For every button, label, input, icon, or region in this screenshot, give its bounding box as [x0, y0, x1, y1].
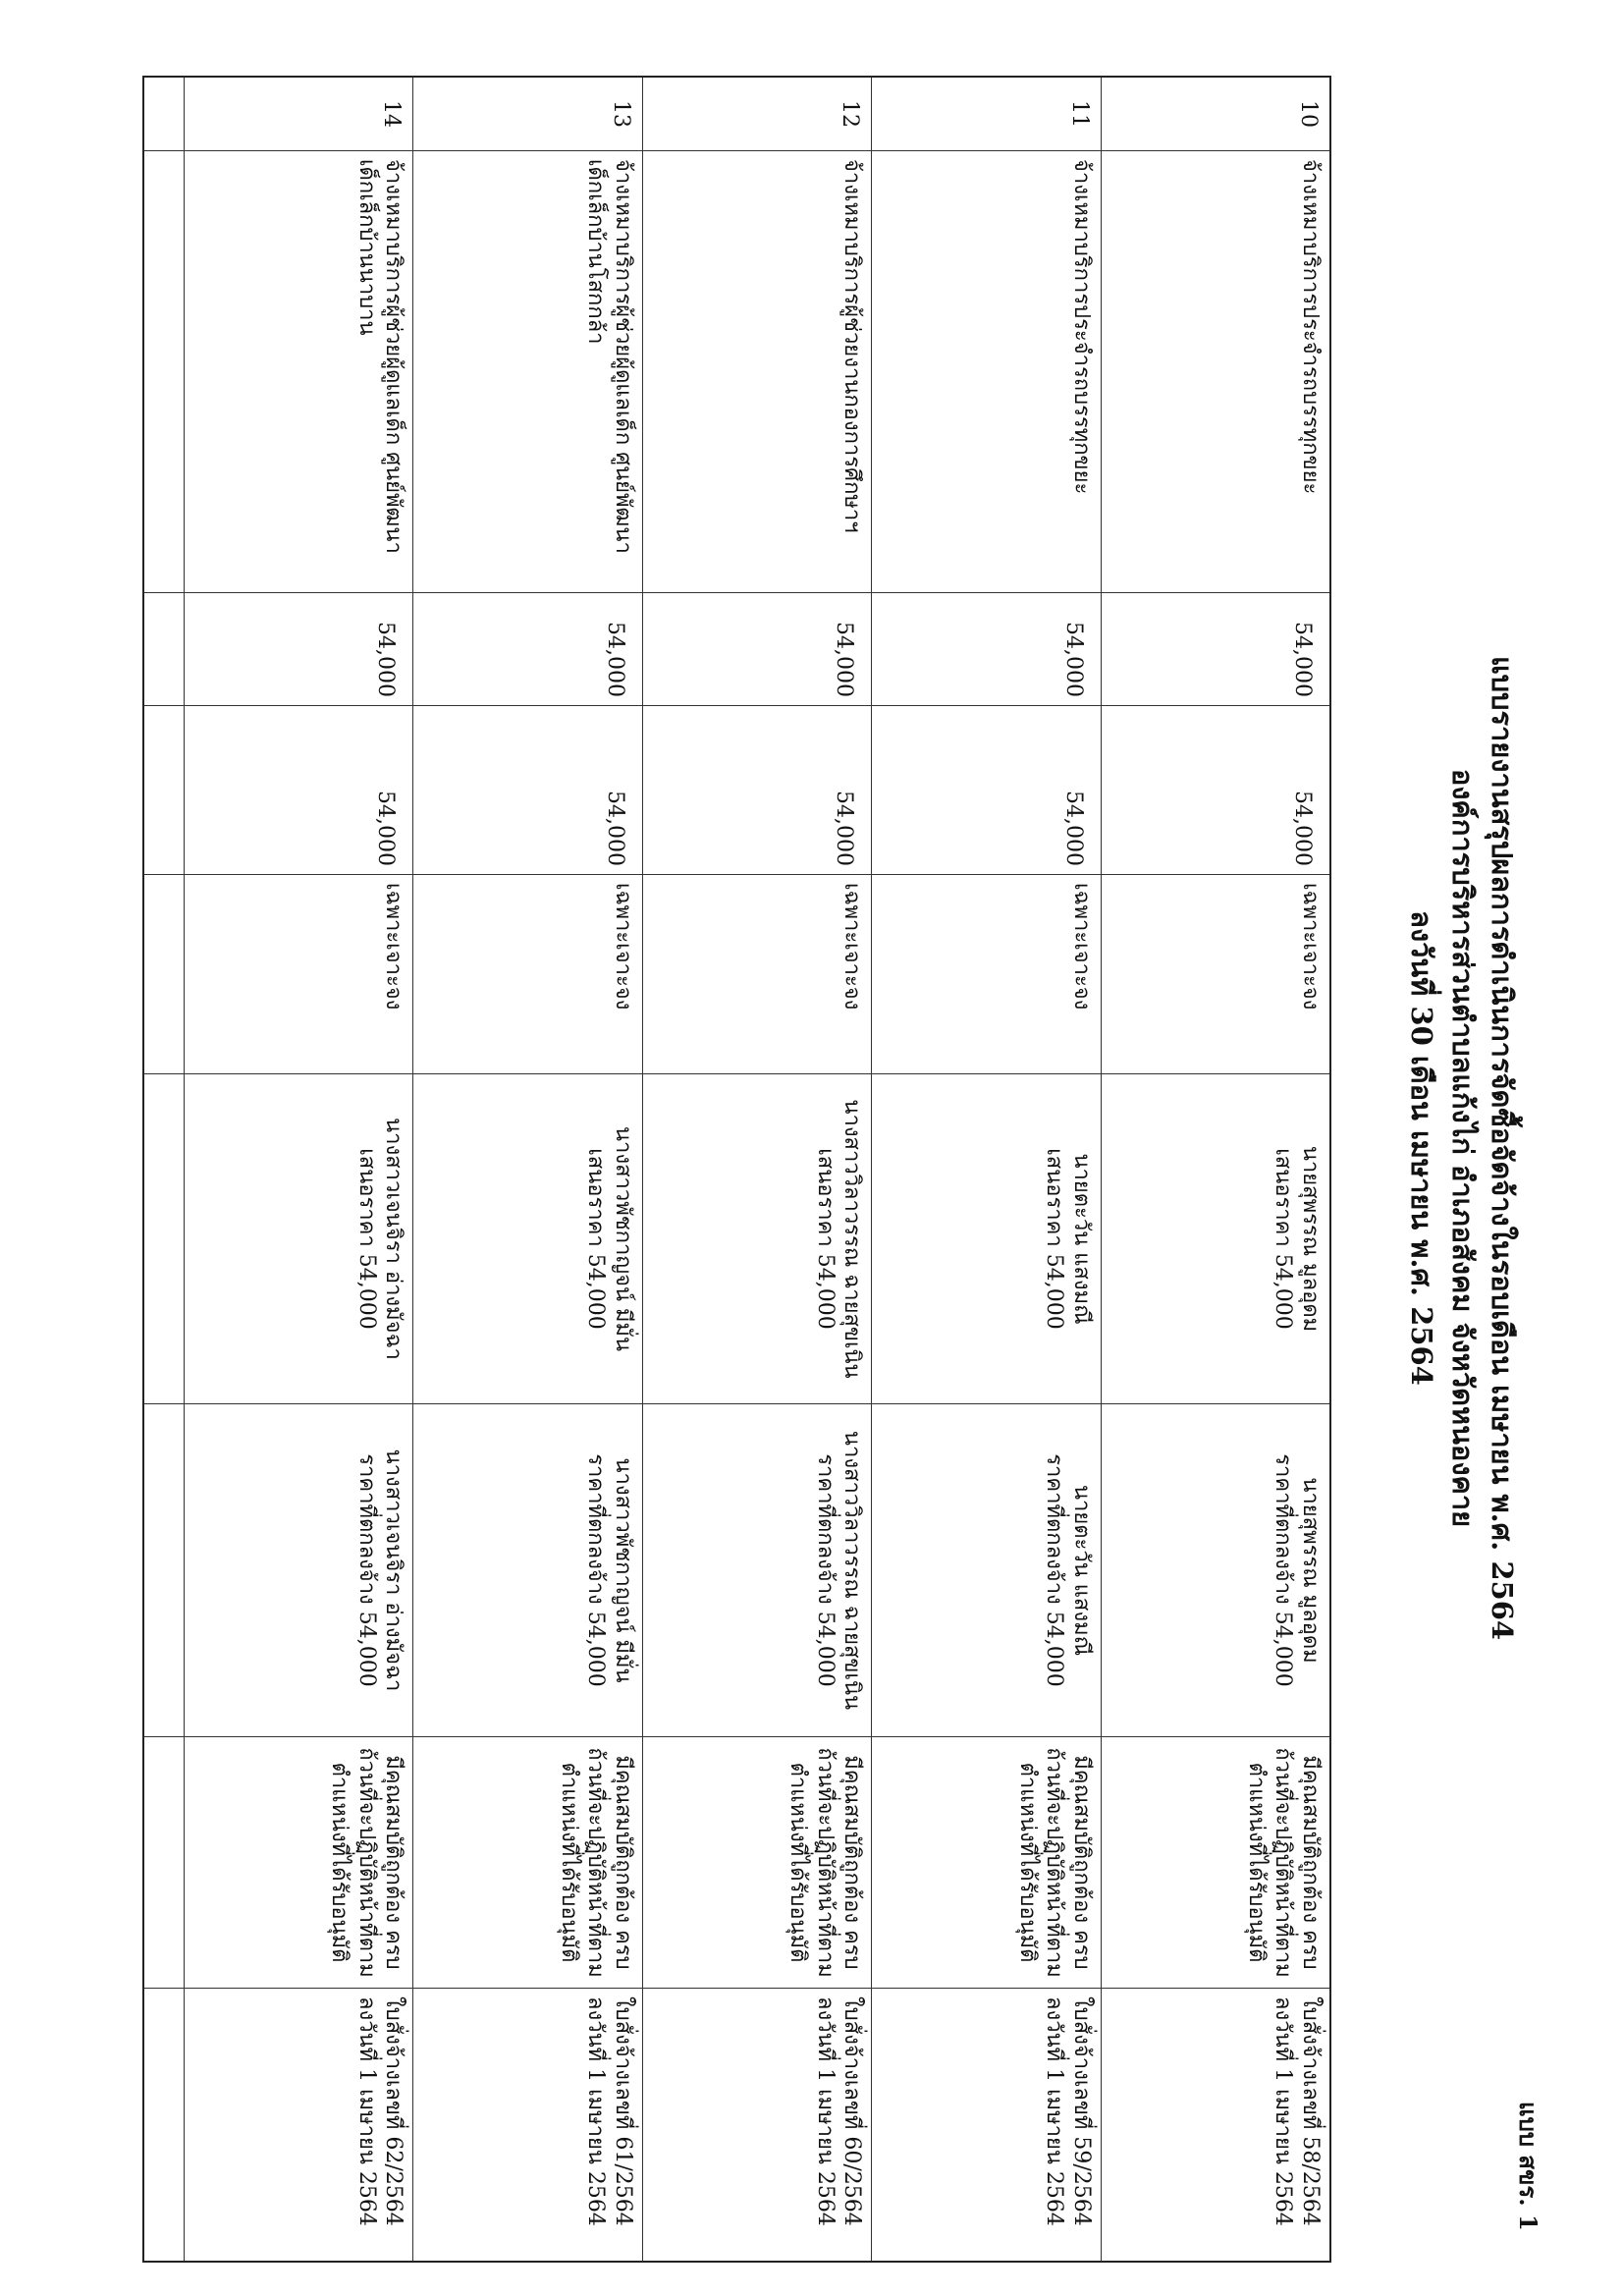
- budget-amount: 54,000: [832, 622, 857, 697]
- procurement-method: เฉพาะเจาะจง: [1068, 883, 1094, 1011]
- row-number: 10: [1296, 100, 1321, 128]
- report-date-line: ลงวันที่ 30 เดือน เมษายน พ.ศ. 2564: [1405, 910, 1438, 1386]
- median-price-cell: [642, 706, 871, 875]
- reason-cell: [412, 1737, 641, 1989]
- empty-cell: [144, 593, 184, 706]
- reason-cell: [1101, 1737, 1329, 1989]
- median-price-cell: [871, 706, 1100, 875]
- row-number-cell: [412, 78, 641, 151]
- form-code: แบบ สขร. 1: [1514, 2102, 1542, 2231]
- median-price: 54,000: [373, 791, 399, 866]
- contract-cell: [184, 1989, 412, 2261]
- row-number: 11: [1066, 100, 1092, 128]
- budget-cell: [184, 593, 412, 706]
- bidder-price: เสนอราคา 54,000: [353, 1148, 379, 1330]
- empty-cell: [144, 1989, 184, 2261]
- winner-name: นางสาวเจนจิรา อ่างมัจฉา: [381, 1449, 406, 1692]
- procurement-method: เฉพาะเจาะจง: [1298, 883, 1323, 1011]
- median-price: 54,000: [1290, 791, 1315, 866]
- reason-cell: [184, 1737, 412, 1989]
- report-title: แบบรายงานสรุปผลการดำเนินการจัดซื้อจัดจ้างในรอบเดือน เมษายน พ.ศ. 2564: [1486, 655, 1519, 1641]
- winner-name: นางสาววิลาวรรณ ฉายสุขเนิน: [839, 1430, 865, 1711]
- contract-cell: [642, 1989, 871, 2261]
- winner-cell: [184, 1404, 412, 1737]
- contract-cell: [1101, 1989, 1329, 2261]
- bidder-price: เสนอราคา 54,000: [1271, 1148, 1296, 1330]
- bidder-price: เสนอราคา 54,000: [812, 1148, 838, 1330]
- item-description: จ้างเหมาบริการผู้ช่วยผู้ดูแลเด็ก ศูนย์พัฒนาเด็กเล็กบ้านโสกกล้า: [583, 159, 635, 554]
- procurement-method: เฉพาะเจาะจง: [381, 883, 406, 1011]
- empty-cell: [144, 78, 184, 151]
- row-number: 13: [608, 100, 633, 128]
- item-cell: [642, 151, 871, 593]
- contract-date: ลงวันที่ 1 เมษายน 2564: [353, 1996, 379, 2226]
- bidder-name: นางสาวเจนจิรา อ่างมัจฉา: [381, 1118, 406, 1360]
- bidder-price: เสนอราคา 54,000: [583, 1148, 609, 1330]
- row-number-cell: [871, 78, 1100, 151]
- empty-cell: [144, 1737, 184, 1989]
- budget-amount: 54,000: [373, 622, 399, 697]
- median-price-cell: [1101, 706, 1329, 875]
- item-cell: [184, 151, 412, 593]
- median-price-cell: [412, 706, 641, 875]
- winner-price: ราคาที่ตกลงจ้าง 54,000: [353, 1453, 379, 1687]
- item-cell: [1101, 151, 1329, 593]
- item-description: จ้างเหมาบริการผู้ช่วยผู้ดูแลเด็ก ศูนย์พัฒนาเด็กเล็กบ้านนาบาน: [353, 159, 406, 554]
- budget-amount: 54,000: [602, 622, 627, 697]
- row-number-cell: [184, 78, 412, 151]
- organization-line: องค์การบริหารส่วนตำบลแก้งไก่ อำเภอสังคม จังหวัดหนองคาย: [1446, 768, 1480, 1528]
- method-cell: [1101, 875, 1329, 1074]
- contract-date: ลงวันที่ 1 เมษายน 2564: [1271, 1996, 1296, 2226]
- median-price: 54,000: [602, 791, 627, 866]
- method-cell: [642, 875, 871, 1074]
- item-description: จ้างเหมาบริการประจำรถบรรทุกขยะ: [1298, 159, 1323, 495]
- bidder-name: นายสุพรรณ มูลอุดม: [1298, 1145, 1323, 1333]
- contract-cell: [871, 1989, 1100, 2261]
- contract-date: ลงวันที่ 1 เมษายน 2564: [812, 1996, 838, 2226]
- winner-name: นายตะวัน แสงมณี: [1068, 1484, 1094, 1657]
- selection-reason: มีคุณสมบัติถูกต้อง ครบถ้วนที่จะปฏิบัติหน้าที่ตามตำแหน่งที่ได้รับอนุมัติ: [327, 1747, 406, 1978]
- bidder-cell: [412, 1074, 641, 1404]
- bidder-name: นางสาววิลาวรรณ ฉายสุขเนิน: [839, 1099, 865, 1379]
- selection-reason: มีคุณสมบัติถูกต้อง ครบถ้วนที่จะปฏิบัติหน้าที่ตามตำแหน่งที่ได้รับอนุมัติ: [1014, 1747, 1094, 1978]
- row-number-cell: [642, 78, 871, 151]
- contract-date: ลงวันที่ 1 เมษายน 2564: [583, 1996, 609, 2226]
- winner-cell: [871, 1404, 1100, 1737]
- bidder-cell: [1101, 1074, 1329, 1404]
- budget-cell: [642, 593, 871, 706]
- contract-number: ใบสั่งจ้างเลขที่ 62/2564: [381, 1996, 406, 2226]
- bidder-cell: [871, 1074, 1100, 1404]
- winner-price: ราคาที่ตกลงจ้าง 54,000: [812, 1453, 838, 1687]
- empty-cell: [144, 151, 184, 593]
- contract-cell: [412, 1989, 641, 2261]
- bidder-name: นายตะวัน แสงมณี: [1068, 1153, 1094, 1325]
- winner-price: ราคาที่ตกลงจ้าง 54,000: [583, 1453, 609, 1687]
- method-cell: [871, 875, 1100, 1074]
- selection-reason: มีคุณสมบัติถูกต้อง ครบถ้วนที่จะปฏิบัติหน้าที่ตามตำแหน่งที่ได้รับอนุมัติ: [1244, 1747, 1323, 1978]
- winner-cell: [642, 1404, 871, 1737]
- procurement-table: [142, 76, 1331, 2263]
- item-cell: [412, 151, 641, 593]
- contract-number: ใบสั่งจ้างเลขที่ 59/2564: [1068, 1996, 1094, 2226]
- bidder-price: เสนอราคา 54,000: [1042, 1148, 1067, 1330]
- row-number: 14: [379, 100, 405, 128]
- contract-number: ใบสั่งจ้างเลขที่ 61/2564: [610, 1996, 635, 2226]
- empty-cell: [144, 1404, 184, 1737]
- empty-cell: [144, 706, 184, 875]
- item-description: จ้างเหมาบริการประจำรถบรรทุกขยะ: [1068, 159, 1094, 495]
- reason-cell: [871, 1737, 1100, 1989]
- procurement-method: เฉพาะเจาะจง: [839, 883, 865, 1011]
- budget-cell: [412, 593, 641, 706]
- median-price-cell: [184, 706, 412, 875]
- row-number-cell: [1101, 78, 1329, 151]
- winner-cell: [1101, 1404, 1329, 1737]
- winner-name: นางสาวพัชกาญจน์ มีมั่น: [610, 1457, 635, 1683]
- empty-cell: [144, 875, 184, 1074]
- budget-cell: [1101, 593, 1329, 706]
- bidder-name: นางสาวพัชกาญจน์ มีมั่น: [610, 1125, 635, 1352]
- budget-cell: [871, 593, 1100, 706]
- median-price: 54,000: [1060, 791, 1086, 866]
- winner-name: นายสุพรรณ มูลอุดม: [1298, 1477, 1323, 1664]
- winner-price: ราคาที่ตกลงจ้าง 54,000: [1271, 1453, 1296, 1687]
- method-cell: [184, 875, 412, 1074]
- contract-number: ใบสั่งจ้างเลขที่ 58/2564: [1298, 1996, 1323, 2226]
- contract-number: ใบสั่งจ้างเลขที่ 60/2564: [839, 1996, 865, 2226]
- bidder-cell: [184, 1074, 412, 1404]
- median-price: 54,000: [832, 791, 857, 866]
- bidder-cell: [642, 1074, 871, 1404]
- empty-cell: [144, 1074, 184, 1404]
- procurement-method: เฉพาะเจาะจง: [610, 883, 635, 1011]
- method-cell: [412, 875, 641, 1074]
- reason-cell: [642, 1737, 871, 1989]
- selection-reason: มีคุณสมบัติถูกต้อง ครบถ้วนที่จะปฏิบัติหน้าที่ตามตำแหน่งที่ได้รับอนุมัติ: [556, 1747, 635, 1978]
- selection-reason: มีคุณสมบัติถูกต้อง ครบถ้วนที่จะปฏิบัติหน้าที่ตามตำแหน่งที่ได้รับอนุมัติ: [785, 1747, 865, 1978]
- winner-price: ราคาที่ตกลงจ้าง 54,000: [1042, 1453, 1067, 1687]
- item-description: จ้างเหมาบริการผู้ช่วยงานกองการศึกษาฯ: [839, 159, 865, 533]
- budget-amount: 54,000: [1290, 622, 1315, 697]
- contract-date: ลงวันที่ 1 เมษายน 2564: [1042, 1996, 1067, 2226]
- winner-cell: [412, 1404, 641, 1737]
- budget-amount: 54,000: [1060, 622, 1086, 697]
- row-number: 12: [838, 100, 863, 128]
- item-cell: [871, 151, 1100, 593]
